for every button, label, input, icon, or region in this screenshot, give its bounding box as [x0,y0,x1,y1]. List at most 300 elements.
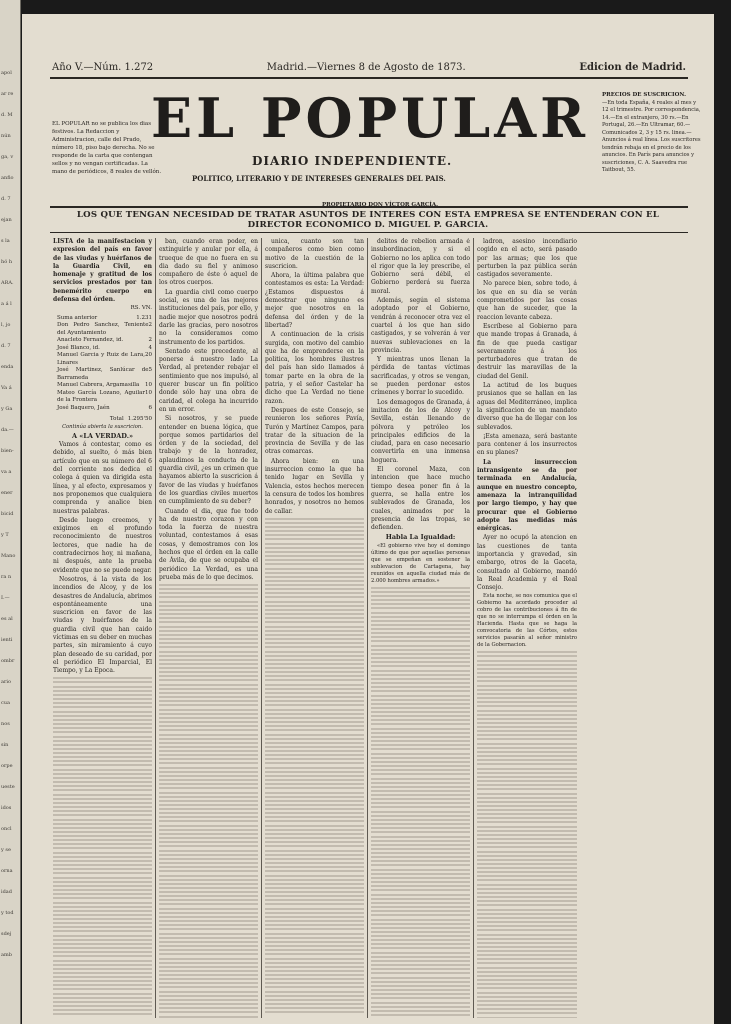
text-line [265,973,364,981]
subscriber-amount: 2 [148,322,152,329]
previous-page-fragment: y T [1,532,9,538]
text-line [265,799,364,807]
text-line [371,884,470,892]
text-line [53,743,152,751]
text-line [371,926,470,934]
text-line [53,892,152,900]
subscription-row [53,405,152,413]
text-line [159,650,258,658]
previous-page-fragment: da.— [1,427,14,433]
article-heading: A «LA VERDAD.» [71,431,134,440]
text-line [371,718,470,726]
text-line [371,635,470,643]
text-line [265,567,364,575]
text-line [477,874,577,882]
illegible-text [477,650,577,1018]
subscription-row [53,390,152,405]
text-line [53,967,152,975]
text-line [265,741,364,749]
newspaper-tagline: POLITICO, LITERARIO Y DE INTERESES GENERALES DEL PAIS. [192,174,446,183]
text-line [265,957,364,965]
previous-page-fragment: orna [1,868,13,874]
text-line [53,884,152,892]
text-line [477,1016,577,1018]
previous-page-fragment: d. 7 [1,196,11,202]
previous-page-fragment: idos [1,805,12,811]
masthead-dateline [52,62,686,73]
subscriber-name: Don Pedro Sanchez, Teniente del Ayuntamiento [57,322,149,336]
text-line [159,981,258,989]
text-line [371,942,470,950]
previous-page-fragment: d. 7 [1,343,11,349]
text-line [159,583,258,591]
text-line [265,865,364,873]
text-line [477,941,577,949]
previous-page-fragment: ener [1,490,13,496]
text-line [159,616,258,624]
text-line [477,949,577,957]
text-line [265,749,364,757]
issue-number: Año V.—Núm. 1.272 [52,62,154,73]
text-line [159,782,258,790]
text-line [371,826,470,834]
article-paragraph: Nosotros, á la vista de los incendios de Alcoy, y de los desastres de Andalucía, abrimos espontáneamente una suscricion en favor de las viudas y huérfanos de la guardia civil que han caido víctimas en su deber en muchas partes, sin miramiento á cuyo plan deseado de su caridad, por el periódico El Imparcial, El Tiempo, y La Epoca. [53,575,152,675]
text-line [265,782,364,790]
column-4 [368,238,474,1018]
text-line [53,942,152,950]
text-line [159,915,258,923]
previous-page-fragment: ga, v [1,154,14,160]
text-line [371,992,470,1000]
text-line [477,742,577,750]
article-paragraph: Escríbese al Gobierno para que mande tropas á Granada, á fin de que pueda castigar severamente á los perturbadores que tratan de destruir las maravillas de la ciudad del Genil. [477,322,577,380]
article-paragraph: Si nosotros, y se puede entender en buena lógica, que porque somos partidarios del órden y de la sociedad, del trabajo y de la honradez, aplaudimos la conducta de la guardia civil, ¿es un crimen que hayamos abierto la suscricion á favor de las viudas y huérfanos de los guardias civiles muertos en cumplimiento de su deber? [159,415,258,506]
subscriber-amount: 20 [145,352,152,359]
text-line [371,702,470,710]
text-line [53,867,152,875]
text-line [265,616,364,624]
subscription-row [53,322,152,337]
previous-page-fragment: ar re [1,91,14,97]
text-line [53,685,152,693]
text-line [265,658,364,666]
text-line [477,783,577,791]
text-line [53,975,152,983]
text-line [159,708,258,716]
text-line [371,768,470,776]
text-line [159,824,258,832]
subscriber-amount: 5 [148,367,152,374]
text-line [159,749,258,757]
text-line [477,825,577,833]
text-line [371,801,470,809]
text-line [265,791,364,799]
article-paragraph: La insurreccion intransigente se da por terminada en Andalucía, aunque en nuestro concepto, amenaza la intranquilidad por largo tiempo, y hay que procurar que el Gobierno adopte las medidas más enérgicas. [477,458,577,533]
text-line [265,915,364,923]
text-line [477,675,577,683]
text-line [477,999,577,1007]
text-line [265,932,364,940]
text-line [371,743,470,751]
text-line [265,774,364,782]
text-line [371,951,470,959]
text-line [159,948,258,956]
text-line [53,851,152,859]
issue-date: Madrid.—Viernes 8 de Agosto de 1873. [266,62,466,73]
text-line [159,774,258,782]
text-line [477,733,577,741]
text-line [159,633,258,641]
text-line [371,660,470,668]
text-line [159,815,258,823]
previous-page-fragment: oncl [1,826,12,832]
text-line [265,998,364,1006]
text-line [265,517,364,525]
text-line [371,677,470,685]
text-line [265,890,364,898]
text-line [371,619,470,627]
text-line [477,816,577,824]
text-line [371,918,470,926]
text-line [371,893,470,901]
text-line [371,611,470,619]
subscription-row [53,352,152,367]
text-line [265,600,364,608]
text-line [53,784,152,792]
text-line [371,594,470,602]
text-line [53,934,152,942]
text-line [159,973,258,981]
text-line [477,700,577,708]
text-line [477,957,577,965]
text-line [265,832,364,840]
text-line [371,876,470,884]
previous-page-fragment: bien- [1,448,14,454]
prices-text: —En toda España, 4 reales al mes y 12 el trimestre. Por correspondencia, 14.—En el extranjero, 30 rs.—En Portugal, 26.—En Ultramar, 60.—Comunicados 2, 3 y 15 rs. linea.—Anuncios á real línea. Los suscritores tendrán rebaja en el precio de los anuncios. En París para anuncios y suscriciones, C. A. Saavedra rue Taitbout, 55. [602,99,701,173]
closing-note: Esta noche, se nos comunica que el Gobierno ha acordado proceder al cobro de las contribuciones á fin de que no se interrumpa el órden en la Hacienda. Hasta que se haga la convocatoria de las Córtes, estos servicios pasarán al señor ministro de la Gobernacion. [477,593,577,649]
previous-page-fragment: apol [1,70,12,76]
previous-page-fragment: va a [1,469,12,475]
subscriber-name: José Baquero, Jaén [57,404,110,411]
text-line [477,833,577,841]
previous-page-fragment: idad [1,889,12,895]
subscription-list-heading: LISTA de la manifestacion y expresion del país en favor de las viudas y huérfanos de la Guardia Civil, en homenaje y gratitud de los servicios prestados por tan benemérito cuerpo en defensa del órden. [53,238,152,304]
text-line [477,684,577,692]
text-line [265,824,364,832]
text-line [159,923,258,931]
text-line [265,542,364,550]
text-line [159,666,258,674]
text-line [53,718,152,726]
text-line [477,933,577,941]
previous-page-fragment: a á l [1,301,12,307]
text-line [53,751,152,759]
masthead-rule-top [50,77,688,79]
previous-page-fragment: orpe [1,763,13,769]
text-line [53,859,152,867]
previous-page-fragment: y se [1,847,11,853]
text-line [477,792,577,800]
subscriber-name: Manuel Garcia y Ruiz de Lara, Linares [57,352,145,366]
text-line [265,591,364,599]
text-line [53,801,152,809]
subscription-row [53,367,152,382]
text-line [53,776,152,784]
illegible-text [159,583,258,1018]
text-line [159,890,258,898]
text-line [53,992,152,1000]
previous-page-fragment: Va á [1,385,12,391]
text-line [477,767,577,775]
text-line [265,840,364,848]
text-line [477,916,577,924]
subscription-row [53,345,152,353]
text-line [265,815,364,823]
text-line [265,633,364,641]
text-line [477,1007,577,1015]
subscriber-amount: 1.231 [136,314,152,321]
text-line [159,600,258,608]
text-line [371,859,470,867]
text-line [265,666,364,674]
text-line [159,799,258,807]
text-line [265,716,364,724]
previous-page-fragment: ra n [1,574,12,580]
previous-page-fragment: l, jo [1,322,11,328]
text-line [159,907,258,915]
subscriber-amount: 4 [148,344,152,351]
banner-rule-top [50,206,688,208]
text-line [371,644,470,652]
newspaper-page [22,14,714,1024]
text-line [53,759,152,767]
previous-page-fragment: ienti [1,637,13,643]
text-line [265,533,364,541]
previous-page-fragment: y tod [1,910,14,916]
text-line [159,625,258,633]
text-line [371,685,470,693]
text-line [265,650,364,658]
text-line [265,965,364,973]
text-line [477,924,577,932]
text-line [53,901,152,909]
text-line [265,898,364,906]
text-line [265,558,364,566]
previous-page-fragment: bicid [1,511,14,517]
article-paragraph: unica, cuanto son tan compañeros como bien como motivo de la cuestión de la suscricion. [265,238,364,270]
article-paragraph: Ayer no ocupó la atencion en las cuestiones de tanta importancia y gravedad, sin embargo, otros de la Gaceta, consultado al Gobierno, mandó la Real Academia y el Real Consejo. [477,534,577,592]
text-line [159,791,258,799]
article-paragraph: Además, según el sistema adoptado por el Gobierno, vendrán á reconocer otra vez el cuartel á los que han sido castigados, y se volverán á ver nuevas sublevaciones en la provincia. [371,297,470,354]
subscriber-name: Suma anterior [57,314,98,321]
text-line [265,683,364,691]
text-line [159,1015,258,1018]
text-line [159,699,258,707]
text-line [265,583,364,591]
article-paragraph: Despues de este Consejo, se reunieron los señores Pavía, Turón y Martínez Campos, para tratar de la situacion de la provincia de Sevilla y de las otras comarcas. [265,406,364,456]
text-line [159,882,258,890]
text-line [159,683,258,691]
text-line [53,1008,152,1016]
text-line [265,691,364,699]
text-line [477,692,577,700]
subscriber-amount: 2 [148,337,152,344]
text-line [371,843,470,851]
text-line [53,710,152,718]
previous-page-fragment: ario [1,679,11,685]
subscription-list [53,315,152,413]
subscription-row [53,337,152,345]
article-paragraph: ¡Esta amenaza, será bastante para contener á los insurrectos en su planes? [477,432,577,457]
text-line [477,775,577,783]
text-line [371,760,470,768]
subscriber-name: José Blanco, id. [57,344,100,351]
text-line [159,957,258,965]
article-paragraph: Ahora, la última palabra que contestamos es esta: La Verdad: ¿Estamos dispuestos á demostrar que ninguno es mejor que nosotros en la defensa del órden y de la libertad? [265,272,364,329]
column-2 [156,238,262,1018]
subscriber-amount: 6 [148,404,152,411]
text-line [477,866,577,874]
text-line [159,716,258,724]
publication-notice: EL POPULAR no se publica los dias festivos. La Redaccion y Administracion, calle del Prado, número 18, piso bajo derecha. No se responde de la carta que contengan sellos y no vengan certificadas. La mano de periódicos, 8 reales de vellón. [52,121,162,175]
text-line [477,717,577,725]
text-line [371,851,470,859]
subscriber-amount: 10 [145,389,152,396]
text-line [477,991,577,999]
text-line [53,925,152,933]
previous-page-fragment: amb [1,952,12,958]
previous-page-fragment: enda [1,364,14,370]
text-line [159,832,258,840]
subscription-row [53,382,152,390]
article-paragraph: Cuando el dia, que fue todo ha de nuestro corazon y con toda la fuerza de nuestra voluntad, contestamos á esas cosas, y demostramos con los hechos que el órden en la calle de Ávila, de que se ocupaba el periódico La Verdad, es una prueba más de lo que decimos. [159,507,258,581]
text-line [371,785,470,793]
text-line [159,874,258,882]
text-line [159,898,258,906]
text-line [159,741,258,749]
text-line [265,724,364,732]
text-line [477,982,577,990]
text-line [53,917,152,925]
text-line [477,891,577,899]
text-line [53,834,152,842]
text-line [159,733,258,741]
subscriber-name: Anacleto Fernandez, id. [57,337,124,344]
text-line [371,652,470,660]
previous-page-fragment: s la [1,238,10,244]
text-line [159,1006,258,1014]
article-paragraph: No parece bien, sobre todo, á los que en su dia se verán comprometidos por las cosas que han de suceder, que la reaccion levante cabeza. [477,280,577,321]
text-line [477,974,577,982]
article-paragraph: A continuacion de la crisis surgida, con motivo del cambio que ha de emprenderse en la politica, los hombres ilustres del país han sido llamados á tomar parte en la obra de la patria, y el señor Castelar ha dicho que La Verdad no tiene razon. [265,331,364,405]
text-line [477,850,577,858]
text-line [371,868,470,876]
text-line [371,627,470,635]
text-line [371,752,470,760]
article-paragraph: ladron, asesino incendiario cogido en el acto, será pasado por las armas; que los que perturben la paz pública serán castigados severamente. [477,238,577,279]
previous-page-fragment: nún [1,133,11,139]
illegible-text [53,676,152,1018]
text-line [371,669,470,677]
text-line [477,758,577,766]
text-line [265,699,364,707]
newspaper-owner: PROPIETARIO DON VÍCTOR GARCÍA. [322,202,439,208]
text-line [371,735,470,743]
column-1 [50,238,156,1018]
text-line [477,899,577,907]
text-line [53,726,152,734]
text-line [159,766,258,774]
article-paragraph: La guardia civil como cuerpo social, es una de las mejores instituciones del país, por ello, y nadie mejor que nosotros podrá darle las gracias, pero nosotros no la consideramos como instrumento de los partidos. [159,288,258,346]
text-line [477,883,577,891]
previous-page-fragment: ueste [1,784,15,790]
text-line [371,710,470,718]
text-line [265,757,364,765]
text-line [265,849,364,857]
text-line [159,591,258,599]
text-line [371,694,470,702]
text-line [53,693,152,701]
previous-page-fragment: y Ga [1,406,13,412]
text-line [371,984,470,992]
text-line [265,674,364,682]
text-line [371,909,470,917]
text-line [159,932,258,940]
text-line [265,733,364,741]
previous-page-fragment: ombr [1,658,15,664]
text-line [477,808,577,816]
text-line [371,777,470,785]
article-paragraph: ban, cuando eran poder, en extinguirle y anular por ella, á trueque de que no fuera en su dia dado su fiel y animoso compañero de éste ó aquel de los otros cuerpos. [159,238,258,287]
text-line [477,725,577,733]
text-line [477,858,577,866]
text-line [159,865,258,873]
previous-page-fragment: ARA. [1,280,14,286]
column-3 [262,238,368,1018]
article-paragraph: Ahora bien: en una insurreccion como la que ha tenido lugar en Sevilla y Valencia, estos hechos merecen la censura de todos los hombres honrados, y nosotros no hemos de callar. [265,457,364,515]
previous-page-fragment: d. M [1,112,13,118]
text-line [371,602,470,610]
text-line [265,525,364,533]
edition-label: Edicion de Madrid. [579,62,686,73]
text-line [53,826,152,834]
text-line [371,793,470,801]
text-line [371,727,470,735]
text-line [371,810,470,818]
text-line [53,768,152,776]
text-line [53,809,152,817]
text-line [159,857,258,865]
text-line [53,735,152,743]
text-line [159,691,258,699]
previous-page-fragment: cua [1,700,11,706]
article-paragraph: Desde luego creemos, y exigimos en el profundo reconocimiento de nuestros lectores, que nadie ha de contradecirnos hoy, ni mañana, ni después, ante la prueba evidente que no se puede negar. [53,516,152,574]
text-line [265,575,364,583]
banner-rule-bottom [50,232,688,233]
text-line [371,934,470,942]
text-line [53,983,152,991]
text-line [371,976,470,984]
text-line [477,841,577,849]
article-paragraph: Y mientras unos llenan la pérdida de tantas víctimas sacrificadas, y otros se vengan, se pueden perdonar estos crímenes y borrar lo sucedido. [371,356,470,397]
article-paragraph: Sentado este precedente, al ponerse á nuestro lado La Verdad, al pretender rebajar el sentimiento que nos impulsó, al querer buscar un fin político donde sólo hay una obra de caridad, el colega ha incurrido en un error. [159,347,258,413]
columns [50,238,686,1018]
article-paragraph: La actitud de los buques prusianos que se hallan en las aguas del Mediterráneo, implica la significacion de un mandato diverso que ha de llegar con los sublevados. [477,382,577,431]
text-line [477,709,577,717]
unit-label: RS. VN. [130,305,152,312]
text-line [477,659,577,667]
text-line [53,1000,152,1008]
